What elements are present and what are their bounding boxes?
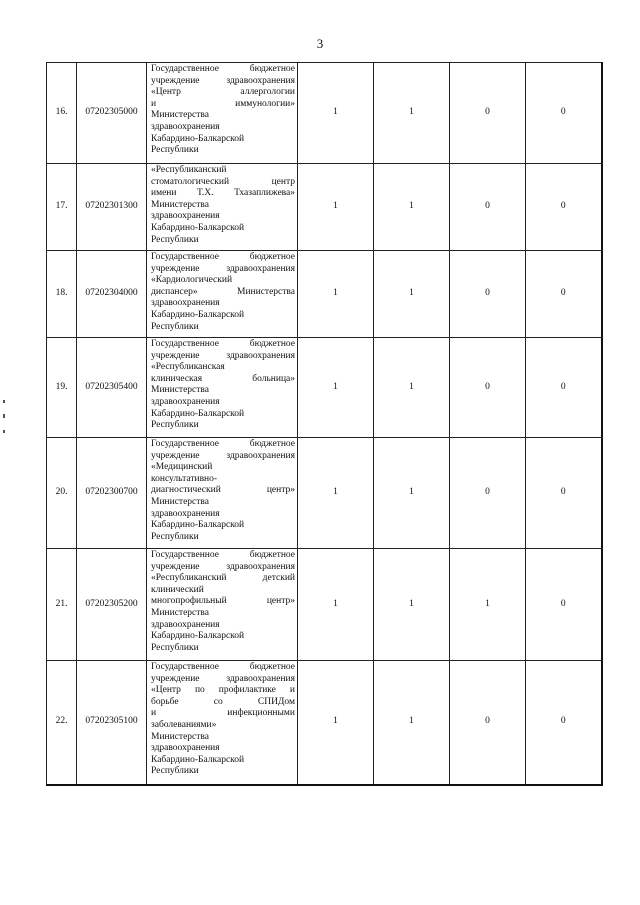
- institution-name-line: клиническая больница»: [151, 373, 295, 384]
- institution-name-line: диспансер» Министерства: [151, 286, 295, 297]
- institution-code-cell: 07202305000: [77, 63, 147, 164]
- value-cell-1: 1: [298, 661, 374, 785]
- row-number-cell: 19.: [47, 338, 77, 438]
- value-cell-3: 0: [450, 338, 526, 438]
- row-number-cell: 17.: [47, 164, 77, 251]
- value-cell-2: 1: [374, 63, 450, 164]
- institution-code-cell: 07202305200: [77, 549, 147, 661]
- institution-name-line: здравоохранения: [151, 743, 220, 754]
- institution-name-line: консультативно-: [151, 473, 218, 484]
- value-cell-3: 0: [450, 63, 526, 164]
- value-cell-4: 0: [526, 164, 602, 251]
- row-number-cell: 20.: [47, 438, 77, 549]
- value-cell-2: 1: [374, 438, 450, 549]
- institution-name-line: имени Т.Х. Тхазаплижева»: [151, 188, 295, 199]
- institution-name-line: Кабардино-Балкарской: [151, 754, 245, 765]
- institution-name-cell: [147, 164, 298, 251]
- value-cell-2: 1: [374, 661, 450, 785]
- institution-name-line: «Республиканская: [151, 362, 225, 373]
- value-cell-3: 0: [450, 661, 526, 785]
- institution-name-line: «Центр по профилактике и: [151, 685, 295, 696]
- table-row: [47, 661, 602, 785]
- institution-name-line: Министерства: [151, 110, 209, 121]
- institution-name-line: Министерства: [151, 731, 209, 742]
- table-row: [47, 549, 602, 661]
- institution-name-line: и инфекционными: [151, 708, 295, 719]
- institution-name-line: Министерства: [151, 496, 209, 507]
- institution-name-line: «Республиканский: [151, 165, 227, 175]
- value-cell-1: 1: [298, 63, 374, 164]
- institution-code-cell: 07202301300: [77, 164, 147, 251]
- institution-name-cell: [147, 661, 298, 785]
- margin-scan-marks: [3, 400, 7, 450]
- institution-name-cell: [147, 338, 298, 438]
- institution-name-line: Кабардино-Балкарской: [151, 222, 245, 233]
- value-cell-1: 1: [298, 438, 374, 549]
- institution-name-cell: [147, 549, 298, 661]
- institution-name-line: Кабардино-Балкарской: [151, 631, 245, 642]
- value-cell-1: 1: [298, 338, 374, 438]
- institution-name-cell: [147, 438, 298, 549]
- institution-name-line: учреждение здравоохранения: [151, 673, 295, 684]
- value-cell-1: 1: [298, 251, 374, 338]
- institution-name-line: стоматологический центр: [151, 176, 295, 187]
- row-number-cell: 21.: [47, 549, 77, 661]
- institution-code-cell: 07202304000: [77, 251, 147, 338]
- institutions-table: [46, 62, 603, 786]
- table-body: [47, 63, 602, 785]
- value-cell-4: 0: [526, 438, 602, 549]
- institution-name-line: здравоохранения: [151, 211, 220, 222]
- institution-name-line: Министерства: [151, 199, 209, 210]
- institution-name-line: «Центр аллергологии: [151, 87, 295, 98]
- institution-name-line: многопрофильный центр»: [151, 596, 295, 607]
- value-cell-4: 0: [526, 661, 602, 785]
- institution-name-line: Государственное бюджетное: [151, 252, 295, 262]
- row-number-cell: 22.: [47, 661, 77, 785]
- institution-name-line: учреждение здравоохранения: [151, 263, 295, 274]
- institution-name-line: «Медицинский: [151, 462, 213, 473]
- institution-name-line: Государственное бюджетное: [151, 339, 295, 349]
- institution-name-cell: [147, 63, 298, 164]
- institution-name-line: Республики: [151, 145, 199, 156]
- institution-name-line: клинический: [151, 584, 204, 595]
- institution-code-cell: 07202305400: [77, 338, 147, 438]
- value-cell-2: 1: [374, 251, 450, 338]
- institution-code-cell: 07202300700: [77, 438, 147, 549]
- institution-name-line: Республики: [151, 766, 199, 777]
- institution-name-line: Кабардино-Балкарской: [151, 520, 245, 531]
- value-cell-3: 0: [450, 251, 526, 338]
- institution-name-line: Республики: [151, 321, 199, 332]
- institution-name-line: Министерства: [151, 607, 209, 618]
- institution-name-line: Государственное бюджетное: [151, 550, 295, 560]
- value-cell-1: 1: [298, 549, 374, 661]
- institution-name-line: Кабардино-Балкарской: [151, 309, 245, 320]
- institution-name-cell: [147, 251, 298, 338]
- institution-name-line: заболеваниями»: [151, 719, 217, 730]
- institution-code-cell: 07202305100: [77, 661, 147, 785]
- value-cell-2: 1: [374, 549, 450, 661]
- institution-name-line: и иммунологии»: [151, 98, 295, 109]
- institution-name-line: здравоохранения: [151, 298, 220, 309]
- institution-name-line: Кабардино-Балкарской: [151, 408, 245, 419]
- institution-name-line: борьбе со СПИДом: [151, 696, 295, 707]
- institution-name-line: здравоохранения: [151, 121, 220, 132]
- institution-name-line: «Республиканский детский: [151, 573, 295, 584]
- institution-name-line: Республики: [151, 234, 199, 245]
- institution-name-line: учреждение здравоохранения: [151, 561, 295, 572]
- institution-name-line: Государственное бюджетное: [151, 439, 295, 449]
- value-cell-3: 0: [450, 164, 526, 251]
- page-number: 3: [316, 36, 324, 51]
- table-row: [47, 338, 602, 438]
- table-row: [47, 438, 602, 549]
- institution-name-line: Республики: [151, 642, 199, 653]
- institution-name-line: здравоохранения: [151, 396, 220, 407]
- institution-name-line: Государственное бюджетное: [151, 662, 295, 672]
- institution-name-line: «Кардиологический: [151, 275, 233, 286]
- value-cell-3: 0: [450, 438, 526, 549]
- row-number-cell: 18.: [47, 251, 77, 338]
- value-cell-4: 0: [526, 63, 602, 164]
- institution-name-line: учреждение здравоохранения: [151, 75, 295, 86]
- value-cell-3: 1: [450, 549, 526, 661]
- value-cell-4: 0: [526, 338, 602, 438]
- value-cell-1: 1: [298, 164, 374, 251]
- institution-name-line: Республики: [151, 531, 199, 542]
- value-cell-4: 0: [526, 251, 602, 338]
- table-row: [47, 164, 602, 251]
- institution-name-line: Министерства: [151, 385, 209, 396]
- table-row: [47, 63, 602, 164]
- value-cell-2: 1: [374, 164, 450, 251]
- institution-name-line: Кабардино-Балкарской: [151, 133, 245, 144]
- institution-name-line: здравоохранения: [151, 619, 220, 630]
- value-cell-2: 1: [374, 338, 450, 438]
- institution-name-line: диагностический центр»: [151, 485, 295, 496]
- institution-name-line: Республики: [151, 420, 199, 431]
- row-number-cell: 16.: [47, 63, 77, 164]
- table-row: [47, 251, 602, 338]
- institution-name-line: учреждение здравоохранения: [151, 450, 295, 461]
- institution-name-line: учреждение здравоохранения: [151, 350, 295, 361]
- value-cell-4: 0: [526, 549, 602, 661]
- institution-name-line: Государственное бюджетное: [151, 64, 295, 74]
- institution-name-line: здравоохранения: [151, 508, 220, 519]
